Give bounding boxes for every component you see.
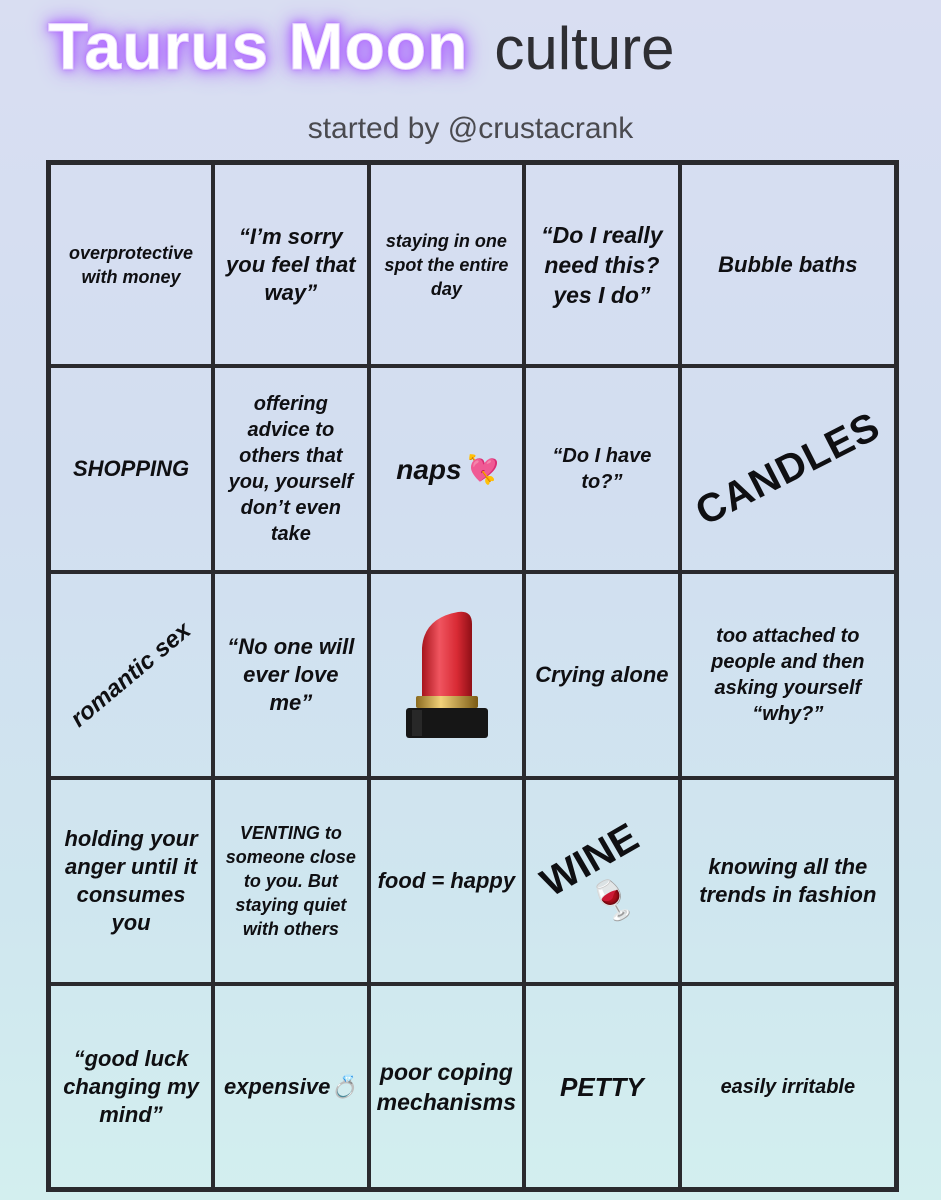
bingo-cell-label: Crying alone [535, 662, 669, 687]
bingo-cell-label: SHOPPING [72, 456, 190, 481]
bingo-cell-label: expensive💍 [223, 1073, 358, 1099]
bingo-cell-label: “No one will ever love me” [227, 634, 355, 715]
bingo-cell[interactable] [49, 163, 213, 366]
title-plain-text: culture [494, 15, 675, 82]
bingo-cell-label: VENTING to someone close to you. But staying quiet with others [225, 823, 356, 939]
bingo-cell-label: knowing all the trends in fashion [699, 854, 877, 907]
bingo-cell[interactable] [524, 366, 680, 572]
bingo-cell[interactable] [680, 778, 896, 984]
bingo-cell-label: romantic sex [65, 616, 197, 733]
bingo-cell[interactable] [680, 366, 896, 572]
bingo-cell[interactable] [369, 984, 525, 1189]
bingo-cell-label: staying in one spot the entire day [384, 230, 509, 299]
bingo-cell-label: “Do I have to?” [552, 445, 652, 493]
bingo-cell[interactable] [369, 366, 525, 572]
bingo-cell-label: CANDLES [688, 403, 887, 534]
bingo-cell-label: offering advice to others that you, yourself don’t even take [228, 393, 354, 545]
bingo-cell-label: easily irritable [720, 1075, 856, 1098]
bingo-cell-label: too attached to people and then asking yourself “why?” [711, 625, 865, 725]
bingo-cell[interactable] [524, 163, 680, 366]
title-glow-text: Taurus Moon [48, 9, 469, 83]
bingo-cell[interactable] [49, 366, 213, 572]
bingo-cell-label: “I’m sorry you feel that way” [226, 223, 356, 305]
bingo-cell[interactable] [369, 778, 525, 984]
bingo-cell[interactable] [213, 366, 369, 572]
bingo-cell-label: “Do I really need this? yes I do” [541, 221, 663, 308]
bingo-cell[interactable] [680, 572, 896, 778]
bingo-cell[interactable] [524, 572, 680, 778]
bingo-cell-label: “good luck changing my mind” [63, 1045, 199, 1127]
bingo-cell[interactable] [213, 778, 369, 984]
bingo-cell[interactable] [213, 163, 369, 366]
page-title [48, 8, 675, 98]
bingo-cell[interactable] [524, 778, 680, 984]
subtitle: started by @crustacrank [307, 112, 634, 145]
bingo-cell-label: naps💘 [396, 453, 497, 485]
bingo-grid [46, 160, 899, 1192]
bingo-cell[interactable] [369, 163, 525, 366]
bingo-cell-label: poor coping mechanisms [376, 1058, 517, 1115]
bingo-cell[interactable] [680, 163, 896, 366]
bingo-cell[interactable] [213, 984, 369, 1189]
lipstick-icon [400, 610, 492, 740]
bingo-cell-label: overprotective with money [69, 242, 194, 287]
bingo-cell[interactable] [49, 778, 213, 984]
bingo-cell[interactable] [680, 984, 896, 1189]
bingo-cell[interactable] [49, 984, 213, 1189]
bingo-cell-label: PETTY [559, 1071, 644, 1102]
bingo-cell[interactable] [524, 984, 680, 1189]
bingo-cell[interactable] [213, 572, 369, 778]
bingo-cell-label: Bubble baths [718, 251, 858, 277]
bingo-cell[interactable] [49, 572, 213, 778]
bingo-cell-label: food = happy [377, 868, 516, 893]
bingo-cell[interactable] [369, 572, 525, 778]
bingo-cell-label: WINE🍷 [533, 815, 647, 933]
bingo-cell-label: holding your anger until it consumes you [64, 826, 198, 935]
